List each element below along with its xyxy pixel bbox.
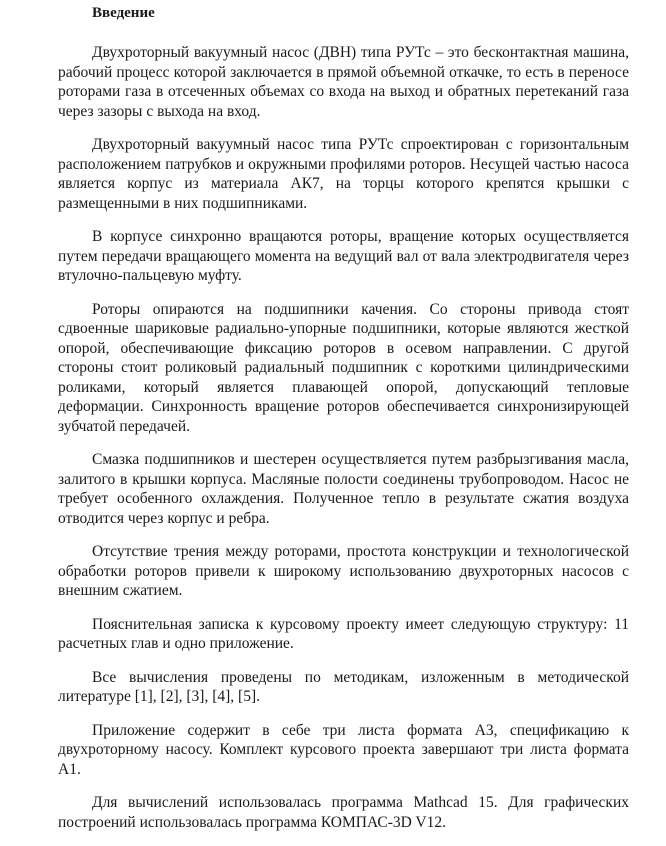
paragraph: В корпусе синхронно вращаются роторы, вращение которых осуществляется путем передачи вращающего момента на ведущий вал от вала электродвигателя через втулочно-пальцевую муфту.: [58, 228, 629, 284]
paragraph: Приложение содержит в себе три листа формата А3, спецификацию к двухроторному насосу. Комплект курсового проекта завершают три листа формата А1.: [58, 721, 629, 778]
paragraph: Двухроторный вакуумный насос типа РУТс спроектирован с горизонтальным расположением патрубков и окружными профилями роторов. Несущей частью насоса является корпус из материала АК7, на торцы которого крепятся крышки с размещенными в них подшипниками.: [58, 136, 629, 212]
paragraph: Все вычисления проведены по методикам, изложенным в методической литературе [1], [2], [3], [4], [5].: [58, 668, 629, 705]
paragraph: Для вычислений использовалась программа Mathcad 15. Для графических построений использовалась программа КОМПАС-3D V12.: [58, 794, 629, 831]
section-heading: Введение: [92, 5, 155, 21]
paragraph: Двухроторный вакуумный насос (ДВН) типа РУТс – это бесконтактная машина, рабочий процесс которой заключается в прямой объемной откачке, то есть в переносе роторами газа в отсеченных объемах со входа на выход и обратных перетеканий газа через зазоры с выхода на вход.: [58, 44, 629, 120]
paragraph: Смазка подшипников и шестерен осуществляется путем разбрызгивания масла, залитого в крышки корпуса. Масляные полости соединены трубопроводом. Насос не требует особенного охлаждения. Полученное тепло в результате сжатия воздуха отводится через корпус и ребра.: [58, 451, 629, 527]
paragraph: Отсутствие трения между роторами, простота конструкции и технологической обработки роторов привели к широкому использованию двухроторных насосов с внешним сжатием.: [58, 543, 629, 599]
paragraph: Роторы опираются на подшипники качения. Со стороны привода стоят сдвоенные шариковые радиально-упорные подшипники, которые являются жесткой опорой, обеспечивающие фиксацию роторов в осевом направлении. С другой стороны стоит роликовый радиальный подшипник с короткими цилиндрическими роликами, который является плавающей опорой, допускающий тепловые деформации. Синхронность вращение роторов обеспечивается синхронизирующей зубчатой передачей.: [58, 300, 629, 435]
paragraph: Пояснительная записка к курсовому проекту имеет следующую структуру: 11 расчетных глав и одно приложение.: [58, 615, 629, 652]
document-body: [58, 43, 629, 846]
